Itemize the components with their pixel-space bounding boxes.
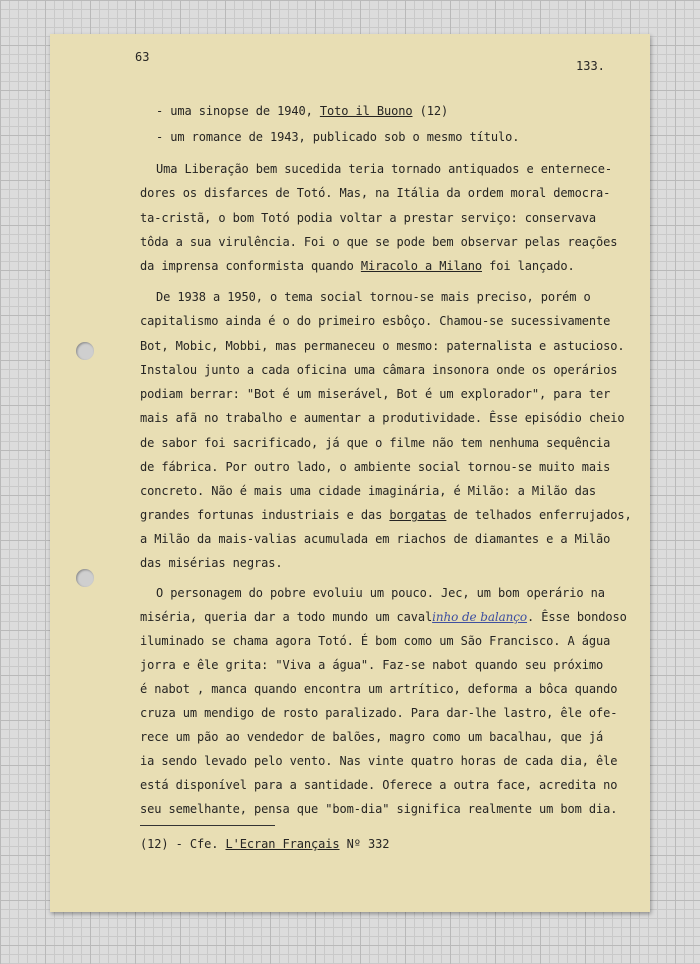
text-line: Bot, Mobic, Mobbi, mas permaneceu o mesmo: paternalista e astucioso. <box>140 339 625 353</box>
text-line: está disponível para a santidade. Oferece a outra face, acredita no <box>140 778 618 792</box>
typed-page <box>50 34 650 912</box>
text-line: dores os disfarces de Totó. Mas, na Itália da ordem moral democra- <box>140 186 611 200</box>
text-line: tôda a sua virulência. Foi o que se pode bem observar pelas reações <box>140 235 618 249</box>
text-line: O personagem do pobre evoluiu um pouco. Jec, um bom operário na <box>156 586 605 600</box>
text-line: de sabor foi sacrificado, já que o filme não tem nenhuma sequência <box>140 436 611 450</box>
text-line: podiam berrar: "Bot é um miserável, Bot é um explorador", para ter <box>140 387 611 401</box>
text-line: rece um pão ao vendedor de balões, magro como um bacalhau, que já <box>140 730 604 744</box>
text-line: capitalismo ainda é o do primeiro esbôço. Chamou-se sucessivamente <box>140 314 611 328</box>
text-line: miséria, queria dar a todo mundo um cavalinho de balanço. Êsse bondoso <box>140 610 627 624</box>
page-number: 133. <box>576 59 605 73</box>
text-line: ia sendo levado pelo vento. Nas vinte quatro horas de cada dia, êle <box>140 754 618 768</box>
bullet-line: - uma sinopse de 1940, Toto il Buono (12) <box>156 104 449 118</box>
text-line: Instalou junto a cada oficina uma câmara insonora onde os operários <box>140 363 618 377</box>
text-line: das misérias negras. <box>140 556 283 570</box>
text-line: concreto. Não é mais uma cidade imaginária, é Milão: a Milão das <box>140 484 596 498</box>
text-line: é nabot , manca quando encontra um artrítico, deforma a bôca quando <box>140 682 618 696</box>
text-line: mais afã no trabalho e aumentar a produtividade. Êsse episódio cheio <box>140 411 625 425</box>
text-line: grandes fortunas industriais e das borgatas de telhados enferrujados, <box>140 508 632 522</box>
punch-hole <box>76 342 94 360</box>
text-line: Uma Liberação bem sucedida teria tornado antiquados e enternece- <box>156 162 612 176</box>
punch-hole <box>76 569 94 587</box>
text-line: da imprensa conformista quando Miracolo a Milano foi lançado. <box>140 259 575 273</box>
film-title: Miracolo a Milano <box>360 259 482 273</box>
underlined-word: borgatas <box>389 508 447 522</box>
footnote-divider <box>140 825 275 826</box>
film-title: Toto il Buono <box>319 104 413 118</box>
text-line: cruza um mendigo de rosto paralizado. Para dar-lhe lastro, êle ofe- <box>140 706 618 720</box>
text-line: jorra e êle grita: "Viva a água". Faz-se nabot quando seu próximo <box>140 658 604 672</box>
text-line: a Milão da mais-valias acumulada em riachos de diamantes e a Milão <box>140 532 611 546</box>
text-line: de fábrica. Por outro lado, o ambiente social tornou-se muito mais <box>140 460 611 474</box>
text-line: seu semelhante, pensa que "bom-dia" significa realmente um bom dia. <box>140 802 618 816</box>
journal-title: L'Ecran Français <box>225 837 340 851</box>
text-line: iluminado se chama agora Totó. É bom como um São Francisco. A água <box>140 634 611 648</box>
handwritten-correction: inho de balanço <box>432 610 528 624</box>
footnote: (12) - Cfe. L'Ecran Français Nº 332 <box>140 837 390 851</box>
text-line: De 1938 a 1950, o tema social tornou-se mais preciso, porém o <box>156 290 591 304</box>
bullet-line: - um romance de 1943, publicado sob o mesmo título. <box>156 130 520 144</box>
margin-number: 63 <box>135 50 150 64</box>
text-line: ta-cristã, o bom Totó podia voltar a prestar serviço: conservava <box>140 211 596 225</box>
